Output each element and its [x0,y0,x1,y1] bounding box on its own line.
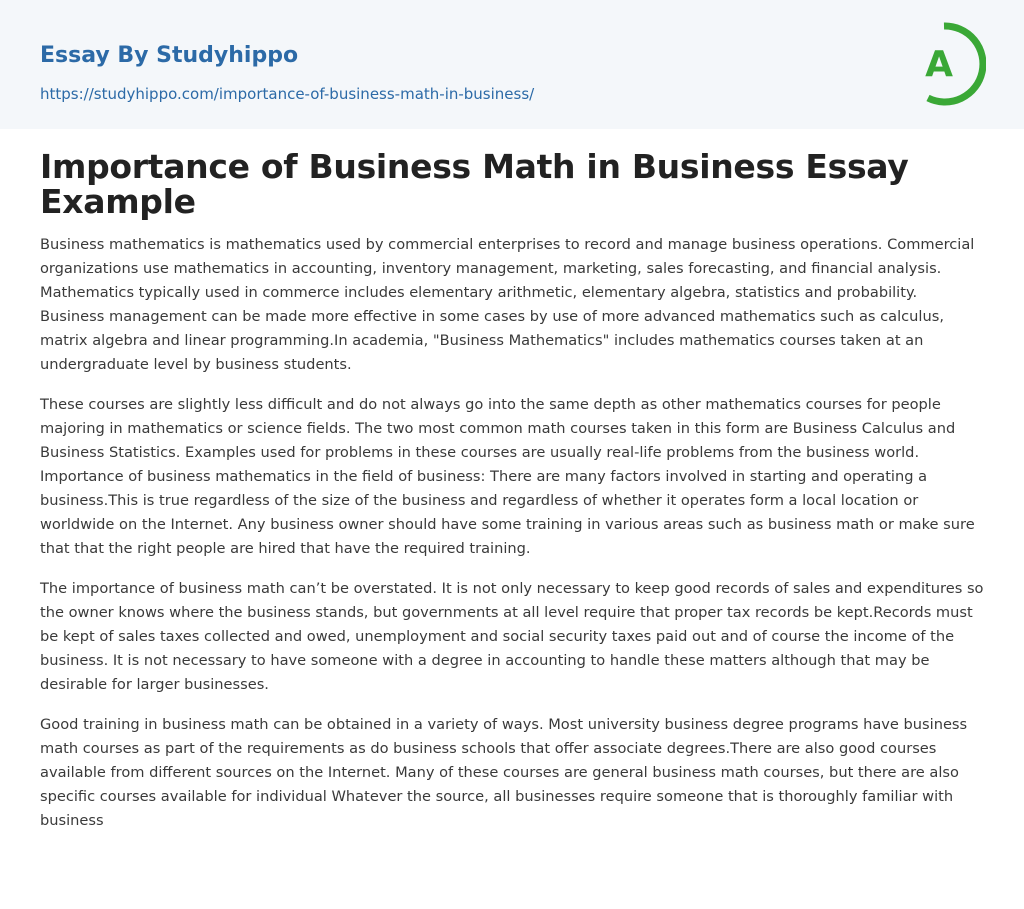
essay-paragraph-4: Good training in business math can be obtained in a variety of ways. Most university business degree programs have business math courses as part of the requirements as do business schools that offer associate degrees.There are also good courses available from different sources on the Internet. Many of these courses are general business math courses, but there are also specific courses available for individual Whatever the source, all businesses require someone that is thoroughly familiar with business [40,716,968,829]
site-title[interactable]: Essay By Studyhippo [40,43,299,68]
essay-paragraph-3: The importance of business math can’t be overstated. It is not only necessary to keep good records of sales and expenditures so the owner knows where the business stands, but governments at all level require that proper tax records be kept.Records must be kept of sales taxes collected and owed, unemployment and social security taxes paid out and of course the income of the business. It is not necessary to have someone with a degree in accounting to handle these matters although that may be desirable for larger businesses. [40,580,984,693]
page-title: Importance of Business Math in Business Essay Example [40,147,909,221]
article [0,129,1024,833]
studyhippo-logo-icon[interactable] [914,20,986,106]
page-url-link[interactable]: https://studyhippo.com/importance-of-business-math-in-business/ [40,85,535,103]
essay-paragraph-1: Business mathematics is mathematics used by commercial enterprises to record and manage business operations. Commercial organizations use mathematics in accounting, inventory management, marketing, sales forecasting, and financial analysis. Mathematics typically used in commerce includes elementary arithmetic, elementary algebra, statistics and probability. Business management can be made more effective in some cases by use of more advanced mathematics such as calculus, matrix algebra and linear programming.In academia, "Business Mathematics" includes mathematics courses taken at an undergraduate level by business students. [40,236,975,373]
logo-letter: A [925,44,953,85]
site-header [0,0,1024,129]
essay-paragraph-2: These courses are slightly less difficult and do not always go into the same depth as other mathematics courses for people majoring in mathematics or science fields. The two most common math courses taken in this form are Business Calculus and Business Statistics. Examples used for problems in these courses are usually real-life problems from the business world. Importance of business mathematics in the field of business: There are many factors involved in starting and operating a business.This is true regardless of the size of the business and regardless of whether it operates form a local location or worldwide on the Internet. Any business owner should have some training in various areas such as business math or make sure that that the right people are hired that have the required training. [40,396,975,557]
